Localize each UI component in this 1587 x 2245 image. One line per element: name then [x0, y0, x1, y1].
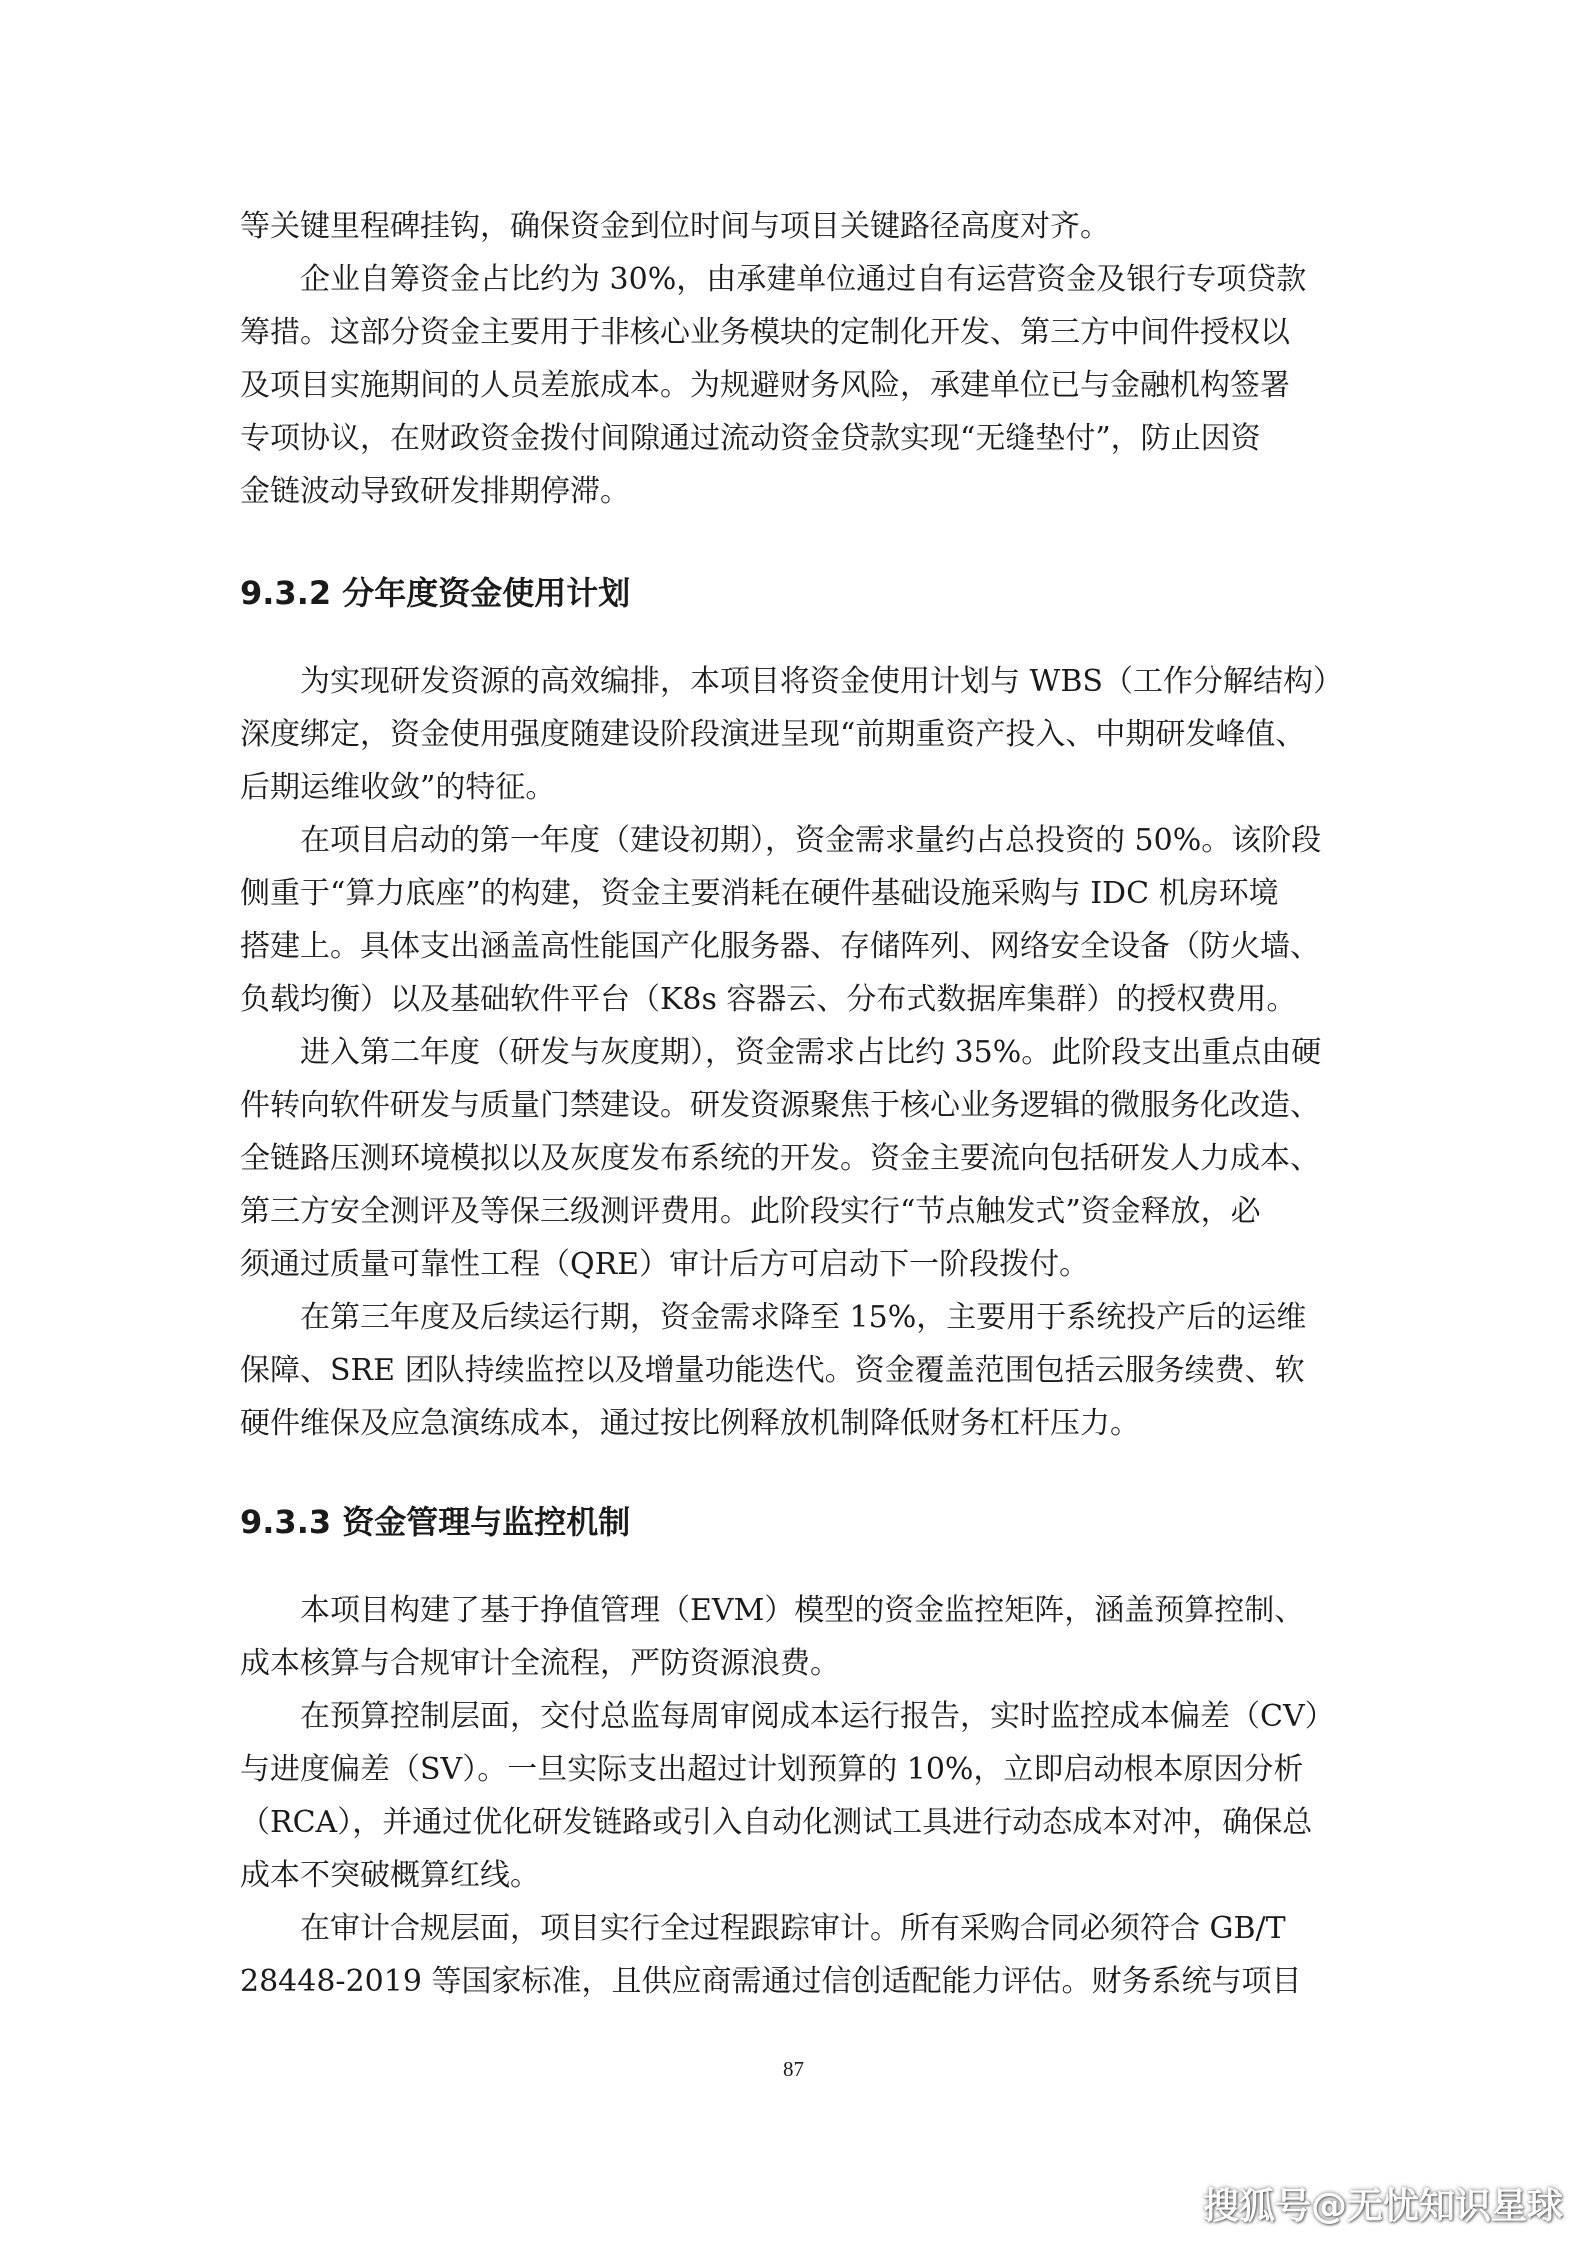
text-line: 保障、SRE 团队持续监控以及增量功能迭代。资金覆盖范围包括云服务续费、软 — [240, 1353, 1305, 1388]
text-line: 企业自筹资金占比约为 30%，由承建单位通过自有运营资金及银行专项贷款 — [240, 262, 1307, 297]
text-line: 第三方安全测评及等保三级测评费用。此阶段实行“节点触发式”资金释放，必 — [240, 1194, 1261, 1229]
text-line: 与进度偏差（SV）。一旦实际支出超过计划预算的 10%，立即启动根本原因分析 — [240, 1752, 1304, 1787]
text-line: 成本不突破概算红线。 — [240, 1858, 540, 1893]
text-line: 件转向软件研发与质量门禁建设。研发资源聚焦于核心业务逻辑的微服务化改造、 — [240, 1088, 1320, 1123]
text-line: 后期运维收敛”的特征。 — [240, 770, 556, 805]
text-line: 为实现研发资源的高效编排，本项目将资金使用计划与 WBS（工作分解结构） — [240, 664, 1343, 699]
text-line: 侧重于“算力底座”的构建，资金主要消耗在硬件基础设施采购与 IDC 机房环境 — [240, 876, 1279, 911]
page-number: 87 — [783, 2057, 804, 2081]
text-line: 筹措。这部分资金主要用于非核心业务模块的定制化开发、第三方中间件授权以 — [240, 315, 1290, 350]
paragraph-year-one — [240, 814, 1345, 1026]
text-line: 等关键里程碑挂钩，确保资金到位时间与项目关键路径高度对齐。 — [240, 209, 1110, 244]
text-line: （RCA），并通过优化研发链路或引入自动化测试工具进行动态成本对冲，确保总 — [240, 1805, 1313, 1840]
text-line: 及项目实施期间的人员差旅成本。为规避财务风险，承建单位已与金融机构签署 — [240, 368, 1290, 403]
text-line: 金链波动导致研发排期停滞。 — [240, 474, 630, 509]
paragraph-budget-control — [240, 1690, 1345, 1902]
text-line: 在项目启动的第一年度（建设初期），资金需求量约占总投资的 50%。该阶段 — [240, 823, 1322, 858]
text-line: 进入第二年度（研发与灰度期），资金需求占比约 35%。此阶段支出重点由硬 — [240, 1035, 1322, 1070]
section-heading-9-3-3: 9.3.3 资金管理与监控机制 — [240, 1503, 631, 1541]
text-line: 成本核算与合规审计全流程，严防资源浪费。 — [240, 1646, 840, 1681]
text-line: 硬件维保及应急演练成本，通过按比例释放机制降低财务杠杆压力。 — [240, 1406, 1140, 1441]
text-line: 搭建上。具体支出涵盖高性能国产化服务器、存储阵列、网络安全设备（防火墙、 — [240, 929, 1320, 964]
paragraph-self-funding — [240, 253, 1345, 518]
text-line: 全链路压测环境模拟以及灰度发布系统的开发。资金主要流向包括研发人力成本、 — [240, 1141, 1320, 1176]
text-line: 专项协议，在财政资金拨付间隙通过流动资金贷款实现“无缝垫付”，防止因资 — [240, 421, 1261, 456]
paragraph-year-three — [240, 1291, 1345, 1450]
paragraph-wbs — [240, 655, 1345, 814]
section-heading-9-3-2: 9.3.2 分年度资金使用计划 — [240, 574, 631, 612]
text-line: 28448-2019 等国家标准，且供应商需通过信创适配能力评估。财务系统与项目 — [240, 1964, 1302, 1999]
text-line: 深度绑定，资金使用强度随建设阶段演进呈现“前期重资产投入、中期研发峰值、 — [240, 717, 1306, 752]
paragraph-audit — [240, 1902, 1345, 2008]
text-line: 在审计合规层面，项目实行全过程跟踪审计。所有采购合同必须符合 GB/T — [240, 1911, 1286, 1946]
text-line: 负载均衡）以及基础软件平台（K8s 容器云、分布式数据库集群）的授权费用。 — [240, 982, 1297, 1017]
paragraph-year-two — [240, 1026, 1345, 1291]
text-line: 本项目构建了基于挣值管理（EVM）模型的资金监控矩阵，涵盖预算控制、 — [240, 1593, 1305, 1628]
paragraph-1 — [240, 200, 1345, 253]
paragraph-evm — [240, 1584, 1345, 1690]
text-line: 在第三年度及后续运行期，资金需求降至 15%，主要用于系统投产后的运维 — [240, 1300, 1307, 1335]
text-line: 须通过质量可靠性工程（QRE）审计后方可启动下一阶段拨付。 — [240, 1247, 1090, 1282]
watermark: 搜狐号@无忧知识星球 — [1202, 2186, 1563, 2227]
text-line: 在预算控制层面，交付总监每周审阅成本运行报告，实时监控成本偏差（CV） — [240, 1699, 1335, 1734]
